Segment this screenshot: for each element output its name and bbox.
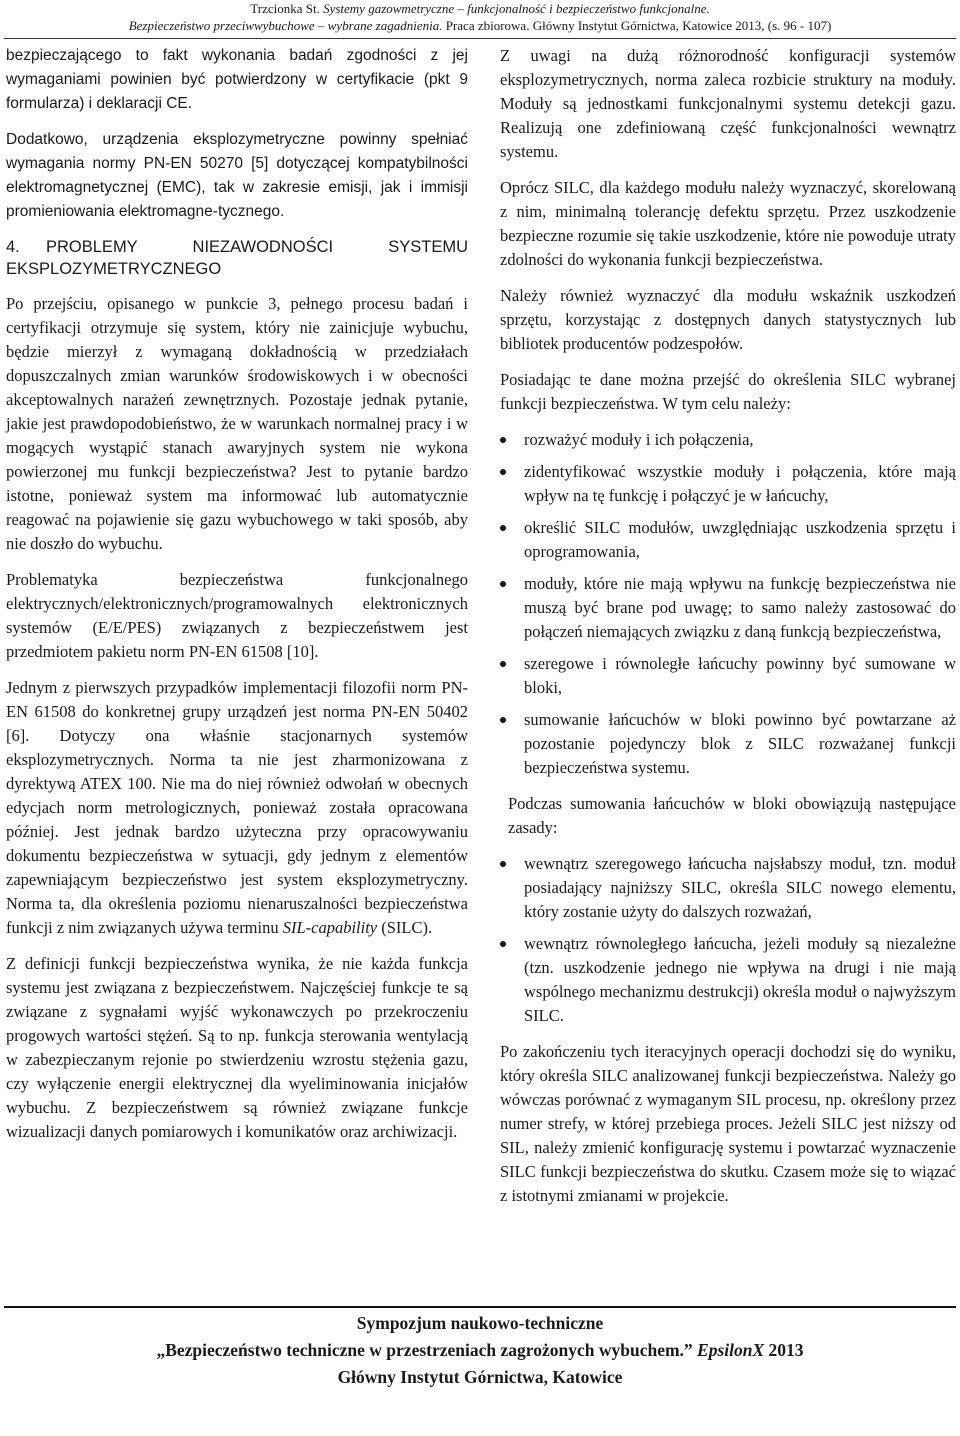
bullet-icon xyxy=(500,437,506,443)
header-publication-info: Praca zbiorowa. Główny Instytut Górnictwa, Katowice 2013, (s. 96 - 107) xyxy=(442,18,832,33)
page-header xyxy=(0,0,960,34)
header-divider xyxy=(4,38,956,39)
list-item-text: określić SILC modułów, uwzględniając uszkodzenia sprzętu i oprogramowania, xyxy=(524,518,956,561)
paragraph: Podczas sumowania łańcuchów w bloki obowiązują następujące zasady: xyxy=(508,794,956,837)
list-item-text: rozważyć moduły i ich połączenia, xyxy=(524,430,754,449)
paragraph: Oprócz SILC, dla każdego modułu należy wyznaczyć, skorelowaną z nim, minimalną tolerancję defektu sprzętu. Przez uszkodzenie bezpieczne rozumie się takie uszkodzenie, które nie powoduje utraty zdolności do wykonania funkcji bezpieczeństwa. xyxy=(500,178,956,269)
header-book-title: Bezpieczeństwo przeciwwybuchowe – wybrane zagadnienia. xyxy=(128,18,443,33)
footer-divider xyxy=(4,1306,956,1308)
paragraph-text: (SILC). xyxy=(377,918,433,937)
footer-institution: Główny Instytut Górnictwa, Katowice xyxy=(337,1367,623,1387)
list-item-text: szeregowe i równoległe łańcuchy powinny być sumowane w bloki, xyxy=(524,654,956,697)
list-item-text: sumowanie łańcuchów w bloki powinno być powtarzane aż pozostanie pojedynczy blok z SILC rozważanej funkcji bezpieczeństwa systemu. xyxy=(524,710,956,777)
header-article-title: Systemy gazowmetryczne – funkcjonalność i bezpieczeństwo funkcjonalne. xyxy=(323,1,710,16)
section-number: 4. xyxy=(6,238,20,256)
paragraph: Dodatkowo, urządzenia eksplozymetryczne powinny spełniać wymagania normy PN-EN 50270 [5] dotyczącej kompatybilności elektromagnetycznej (EMC), tak w zakresie emisji, jak i immisji promieniowania elektromagne-tycznego. xyxy=(6,131,468,220)
list-item xyxy=(524,572,956,644)
paragraph: Należy również wyznaczyć dla modułu wskaźnik uszkodzeń sprzętu, korzystając z dostępnych danych statystycznych lub bibliotek producentów podzespołów. xyxy=(500,286,956,353)
section-title: PROBLEMY NIEZAWODNOŚCI SYSTEMU EKSPLOZYMETRYCZNEGO xyxy=(6,238,468,278)
paragraph: Z uwagi na dużą różnorodność konfiguracji systemów eksplozymetrycznych, norma zaleca rozbicie struktury na moduły. Moduły są jednostkami funkcjonalnymi systemu detekcji gazu. Realizują one zdefiniowaną część funkcjonalności wewnątrz systemu. xyxy=(500,46,956,161)
paragraph: Po zakończeniu tych iteracyjnych operacji dochodzi się do wyniku, który określa SILC analizowanej funkcji bezpieczeństwa. Należy go wówczas porównać z wymaganym SIL procesu, np. określony przez numer strefy, w której przebiega proces. Jeżeli SILC jest niższy od SIL, należy zmienić konfigurację systemu i powtarzać wyznaczenie SILC funkcji bezpieczeństwa do skutku. Czasem może się to wiązać z istotnymi zmianami w projekcie. xyxy=(500,1042,956,1205)
page-footer xyxy=(0,1310,960,1391)
right-column xyxy=(500,44,956,1220)
bullet-icon xyxy=(500,941,506,947)
bullet-list xyxy=(500,428,956,780)
paragraph: Z definicji funkcji bezpieczeństwa wynika, że nie każda funkcja systemu jest związana z bezpieczeństwem. Najczęściej funkcje te są związane z sygnałami wyjść wykonawczych po przekroczeniu progowych wartości stężeń. Są to np. funkcja sterowania wentylacją w zabezpieczanym rejonie po stwierdzeniu wzrostu stężenia gazu, czy wyłączenie energii elektrycznej dla wyeliminowania inicjałów wybuchu. Z bezpieczeństwem są również związane funkcje wizualizacji danych pomiarowych i komunikatów oraz archiwizacji. xyxy=(6,954,468,1141)
list-item-text: wewnątrz równoległego łańcucha, jeżeli moduły są niezależne (tzn. uszkodzenie jednego nie wpływa na drugi i nie mają wspólnego mechanizmu destrukcji) określa moduł o najwyższym SILC. xyxy=(524,934,956,1025)
list-item-text: moduły, które nie mają wpływu na funkcję bezpieczeństwa nie muszą być brane pod uwagę; to samo należy zastosować do połączeń niemających związku z daną funkcją bezpieczeństwa, xyxy=(524,574,956,641)
header-citation-line1 xyxy=(0,0,960,17)
list-item xyxy=(524,460,956,508)
list-item xyxy=(524,708,956,780)
paragraph: Posiadając te dane można przejść do określenia SILC wybranej funkcji bezpieczeństwa. W tym celu należy: xyxy=(500,370,956,413)
footer-symposium: Sympozjum naukowo-techniczne xyxy=(356,1313,604,1333)
list-item-text: wewnątrz szeregowego łańcucha najsłabszy moduł, tzn. moduł posiadający najniższy SILC, określa SILC nowego elementu, który zostanie użyty do dalszych rozważań, xyxy=(524,854,956,921)
bullet-icon xyxy=(500,469,506,475)
footer-conference-title xyxy=(0,1337,960,1364)
list-item-text: zidentyfikować wszystkie moduły i połączenia, które mają wpływ na tę funkcję i połączyć je w łańcuchy, xyxy=(524,462,956,505)
paragraph: Problematyka bezpieczeństwa funkcjonalnego elektrycznych/elektronicznych/programowalnych elektronicznych systemów (E/E/PES) związanych z bezpieczeństwem jest przedmiotem pakietu norm PN-EN 61508 [10]. xyxy=(6,570,468,661)
paragraph xyxy=(6,676,468,940)
bullet-list xyxy=(500,852,956,1028)
paragraph: Po przejściu, opisanego w punkcie 3, pełnego procesu badań i certyfikacji otrzymuje się system, który nie zainicjuje wybuchu, będzie mierzył z wymaganą dokładnością w przedziałach dopuszczalnych zmian warunków środowiskowych i w obecności akceptowalnych narażeń zewnętrznych. Pozostaje jednak pytanie, jakie jest prawdopodobieństwo, że w warunkach normalnej pracy i w mogących wystąpić stanach awaryjnych system nie wykona powierzonej mu funkcji bezpieczeństwa? Jest to pytanie bardzo istotne, ponieważ system ma informować lub automatycznie reagować na pojawienie się gazu wybuchowego w taki sposób, aby nie doszło do wybuchu. xyxy=(6,294,468,553)
paragraph: bezpieczającego to fakt wykonania badań zgodności z jej wymaganiami powinien być potwierdzony w certyfikacie (pkt 9 formularza) i deklaracji CE. xyxy=(6,47,468,112)
list-item xyxy=(524,652,956,700)
bullet-icon xyxy=(500,525,506,531)
bullet-icon xyxy=(500,581,506,587)
list-item xyxy=(524,932,956,1028)
left-column xyxy=(6,44,468,1156)
header-citation-line2 xyxy=(0,17,960,34)
footer-conference-name: „Bezpieczeństwo techniczne w przestrzeniach zagrożonych wybuchem.” xyxy=(156,1340,698,1360)
paragraph-text: Jednym z pierwszych przypadków implementacji filozofii norm PN-EN 61508 do konkretnej grupy urządzeń jest norma PN-EN 50402 [6]. Dotyczy ona właśnie stacjonarnych systemów eksplozymetrycznych. Norma ta nie jest zharmonizowana z dyrektywą ATEX 100. Nie ma do niej również odwołań w obecnych edycjach norm metrologicznych, ponieważ została opracowana później. Jest jednak bardzo użyteczna przy opracowywaniu dokumentu bezpieczeństwa w sytuacji, gdy jednym z elementów zapewniającym bezpieczeństwo jest system eksplozymetryczny. Norma ta, dla określenia poziomu nienaruszalności bezpieczeństwa funkcji z nim związanych używa terminu xyxy=(6,678,468,937)
list-item xyxy=(524,516,956,564)
list-item xyxy=(524,852,956,924)
section-heading xyxy=(6,236,468,280)
footer-conference-brand: EpsilonX xyxy=(697,1340,765,1360)
bullet-icon xyxy=(500,717,506,723)
bullet-icon xyxy=(500,661,506,667)
bullet-icon xyxy=(500,861,506,867)
term-italic: SIL-capability xyxy=(282,918,378,937)
footer-conference-year: 2013 xyxy=(764,1340,804,1360)
list-item xyxy=(524,428,956,452)
header-author: Trzcionka St. xyxy=(250,1,324,16)
